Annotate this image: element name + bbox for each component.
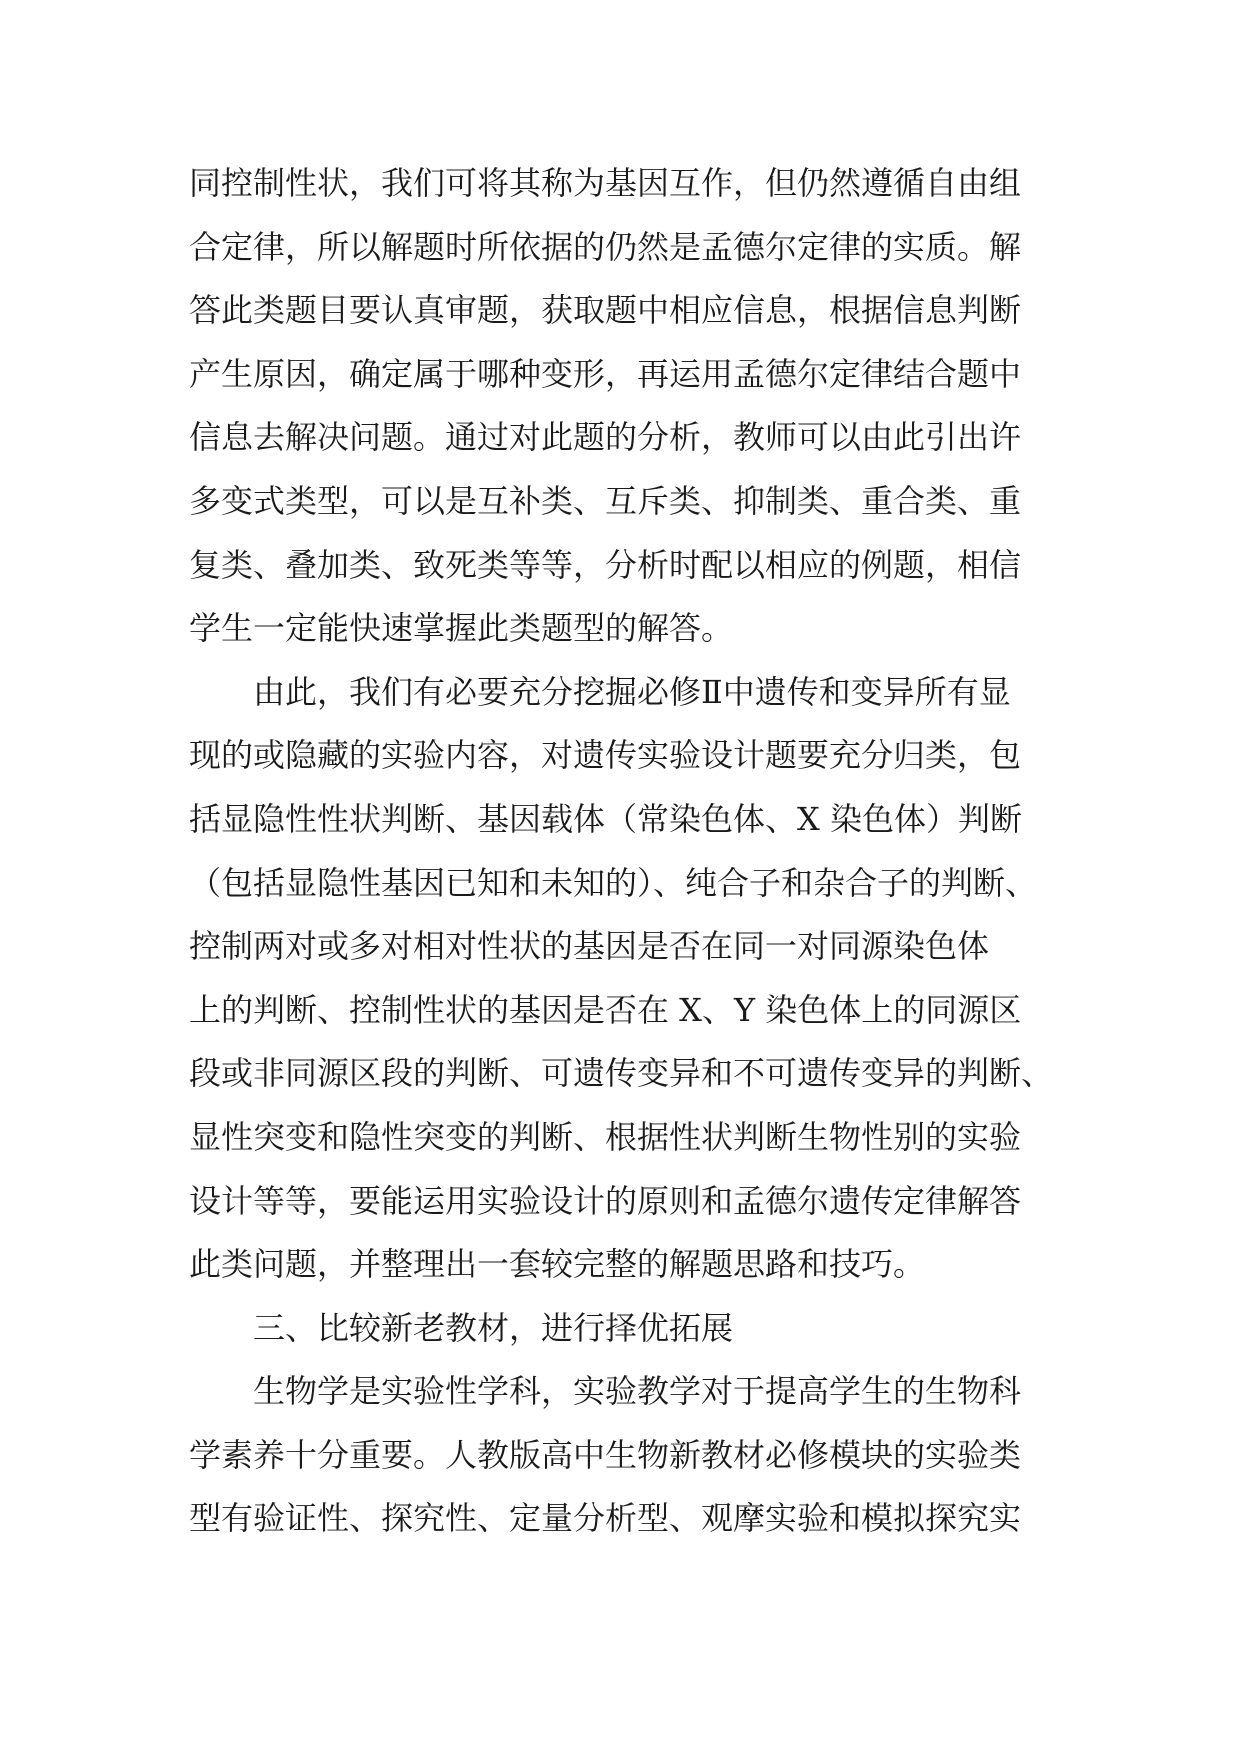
paragraph-first-line: 生物学是实验性学科，实验教学对于提高学生的生物科 [253,1372,1022,1411]
text-line: 学素养十分重要。人教版高中生物新教材必修模块的实验类 [189,1435,1022,1474]
text-line: 型有验证性、探究性、定量分析型、观摩实验和模拟探究实 [189,1499,1022,1538]
text-line: 同控制性状，我们可将其称为基因互作，但仍然遵循自由组 [189,164,1022,202]
text-line: 信息去解决问题。通过对此题的分析，教师可以由此引出许 [189,418,1022,457]
text-line: 设计等等，要能运用实验设计的原则和孟德尔遗传定律解答 [189,1181,1022,1220]
section-heading: 三、比较新老教材，进行择优拓展 [253,1308,734,1347]
text-line: 上的判断、控制性状的基因是否在 X、Y 染色体上的同源区 [189,990,1022,1029]
text-line: 学生一定能快速掌握此类题型的解答。 [189,609,734,648]
text-line: 控制两对或多对相对性状的基因是否在同一对同源染色体 [189,927,990,966]
text-line: 答此类题目要认真审题，获取题中相应信息，根据信息判断 [189,291,1022,330]
text-line: 显性突变和隐性突变的判断、根据性状判断生物性别的实验 [189,1117,1022,1156]
body-text [189,152,1069,1551]
text-line: 产生原因，确定属于哪种变形，再运用孟德尔定律结合题中 [189,354,1022,393]
text-line: 括显隐性性状判断、基因载体（常染色体、X 染色体）判断 [189,799,1022,838]
paragraph-first-line: 由此，我们有必要充分挖掘必修Ⅱ中遗传和变异所有显 [253,672,1011,711]
text-line: 段或非同源区段的判断、可遗传变异和不可遗传变异的判断、 [189,1054,1054,1093]
text-line: 复类、叠加类、致死类等等，分析时配以相应的例题，相信 [189,545,1022,584]
text-line: 现的或隐藏的实验内容，对遗传实验设计题要充分归类，包 [189,736,1022,775]
text-line: 合定律，所以解题时所依据的仍然是孟德尔定律的实质。解 [189,227,1022,266]
text-line: 多变式类型，可以是互补类、互斥类、抑制类、重合类、重 [189,481,1022,520]
text-line: （包括显隐性基因已知和未知的）、纯合子和杂合子的判断、 [189,863,1038,902]
text-line: 此类问题，并整理出一套较完整的解题思路和技巧。 [189,1245,926,1284]
